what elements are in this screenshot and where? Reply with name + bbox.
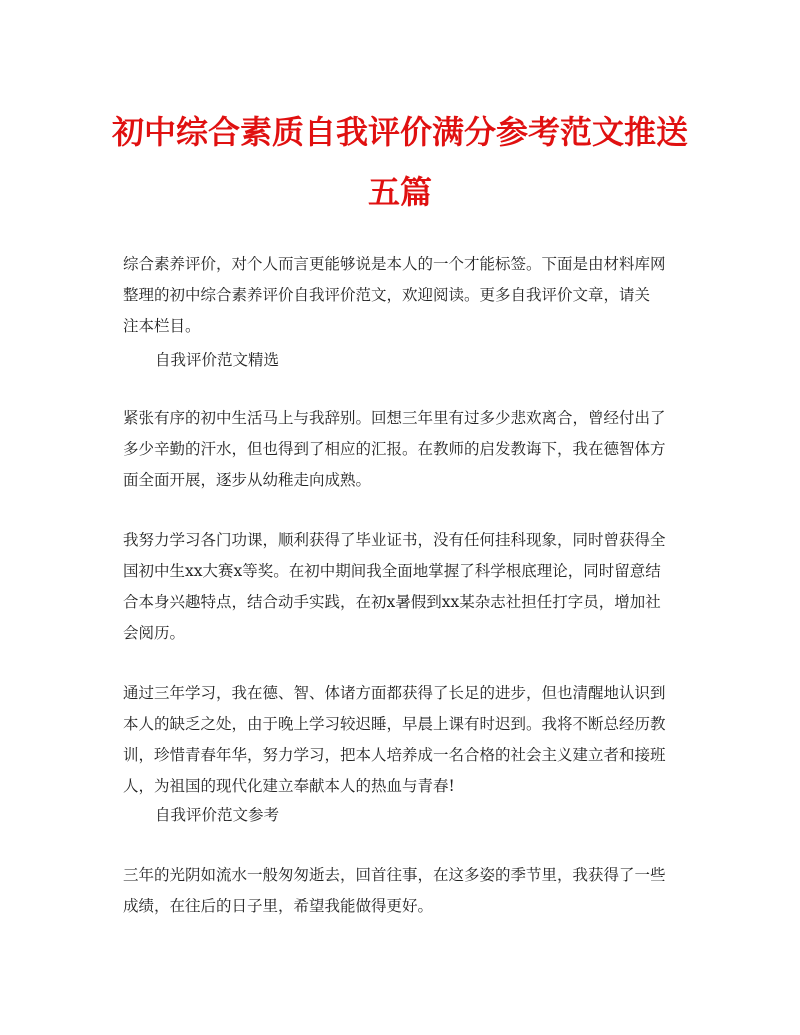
- document-title-line-1: 初中综合素质自我评价满分参考范文推送: [111, 113, 688, 151]
- body-paragraph: [123, 403, 683, 496]
- section-heading-reference-samples: 自我评价范文参考: [155, 806, 280, 824]
- document-title-line-2: 五篇: [367, 173, 432, 211]
- paragraph-line: 合本身兴趣特点，结合动手实践，在初x暑假到xx某杂志社担任打字员，增加社: [123, 593, 661, 611]
- paragraph-line: 整理的初中综合素养评价自我评价范文，欢迎阅读。更多自我评价文章，请关: [123, 286, 651, 304]
- paragraph-line: 三年的光阴如流水一般匆匆逝去，回首往事，在这多姿的季节里，我获得了一些: [123, 866, 666, 884]
- paragraph-line: 注本栏目。: [123, 317, 201, 335]
- paragraph-line: 训，珍惜青春年华，努力学习，把本人培养成一名合格的社会主义建立者和接班: [123, 746, 666, 764]
- body-paragraph: [123, 525, 683, 649]
- body-paragraph: [123, 678, 683, 802]
- body-paragraph: [123, 860, 683, 922]
- paragraph-line: 会阅历。: [123, 624, 186, 642]
- paragraph-line: 多少辛勤的汗水，但也得到了相应的汇报。在教师的启发教诲下，我在德智体方: [123, 440, 666, 458]
- paragraph-line: 紧张有序的初中生活马上与我辞别。回想三年里有过多少悲欢离合，曾经付出了: [123, 409, 666, 427]
- paragraph-line: 我努力学习各门功课，顺利获得了毕业证书，没有任何挂科现象，同时曾获得全: [123, 531, 666, 549]
- paragraph-line: 综合素养评价，对个人而言更能够说是本人的一个才能标签。下面是由材料库网: [123, 255, 666, 273]
- paragraph-line: 通过三年学习，我在德、智、体诸方面都获得了长足的进步，但也清醒地认识到: [123, 684, 666, 702]
- paragraph-line: 人，为祖国的现代化建立奉献本人的热血与青春!: [123, 777, 455, 795]
- paragraph-line: 面全面开展，逐步从幼稚走向成熟。: [123, 471, 372, 489]
- paragraph-line: 本人的缺乏之处，由于晚上学习较迟睡，早晨上课有时迟到。我将不断总经历教: [123, 715, 666, 733]
- intro-paragraph: [123, 249, 683, 342]
- paragraph-line: 成绩，在往后的日子里，希望我能做得更好。: [123, 897, 434, 915]
- paragraph-line: 国初中生xx大赛x等奖。在初中期间我全面地掌握了科学根底理论，同时留意结: [123, 562, 661, 580]
- section-heading-selected-samples: 自我评价范文精选: [155, 351, 280, 369]
